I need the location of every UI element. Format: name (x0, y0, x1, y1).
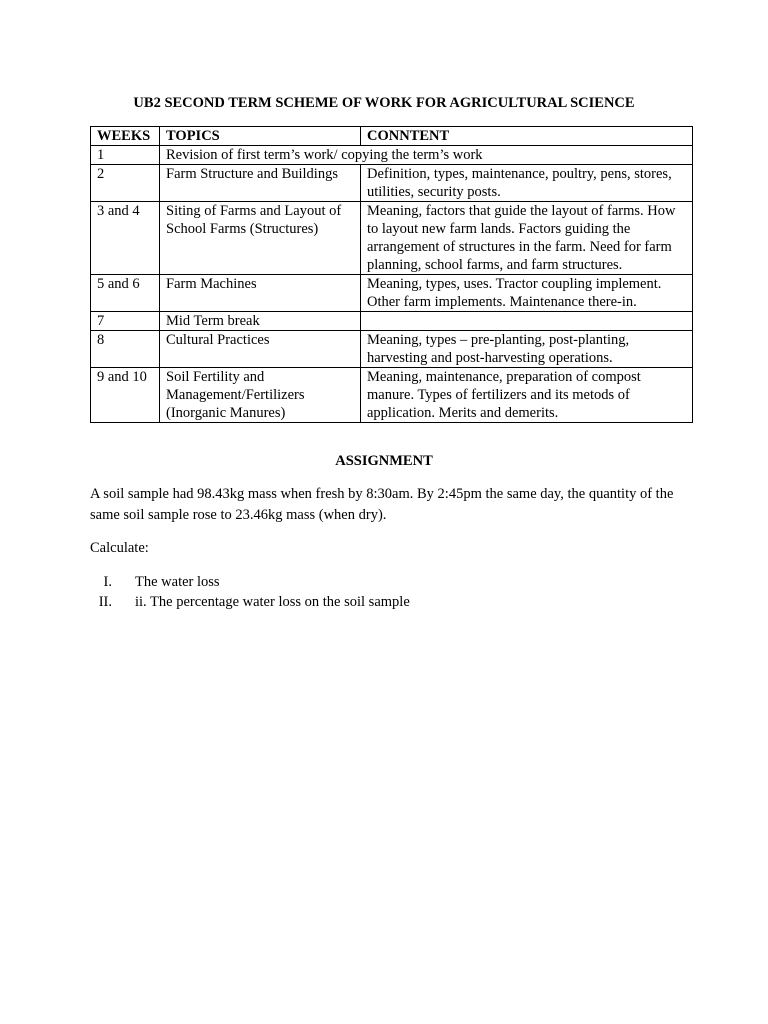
question-text: The water loss (135, 574, 220, 590)
topic-cell: Cultural Practices (160, 331, 361, 368)
calculate-label: Calculate: (90, 540, 149, 556)
scheme-of-work-table (90, 126, 693, 423)
topic-cell: Siting of Farms and Layout of School Farms (Structures) (160, 202, 361, 275)
week-cell: 5 and 6 (91, 275, 160, 312)
table-row (91, 165, 693, 202)
question-number: II. (98, 594, 112, 610)
merged-topic-cell: Revision of first term’s work/ copying the term’s work (160, 146, 693, 165)
table-row (91, 202, 693, 275)
week-cell: 7 (91, 312, 160, 331)
content-cell: Meaning, factors that guide the layout of farms. How to layout new farm lands. Factors guiding the arrangement of structures in the farm. Need for farm planning, school farms, and farm structures. (361, 202, 693, 275)
week-cell: 3 and 4 (91, 202, 160, 275)
header-topics: TOPICS (160, 127, 361, 146)
assignment-text: A soil sample had 98.43kg mass when fresh by 8:30am. By 2:45pm the same day, the quantity of the same soil sample rose to 23.46kg mass (when dry). (90, 486, 674, 523)
table-row (91, 275, 693, 312)
list-item (90, 572, 690, 592)
week-cell: 1 (91, 146, 160, 165)
header-weeks: WEEKS (91, 127, 160, 146)
week-cell: 2 (91, 165, 160, 202)
topic-cell: Farm Structure and Buildings (160, 165, 361, 202)
table-row (91, 331, 693, 368)
content-cell: Definition, types, maintenance, poultry, pens, stores, utilities, security posts. (361, 165, 693, 202)
topic-cell: Mid Term break (160, 312, 361, 331)
topic-cell: Soil Fertility and Management/Fertilizers (Inorganic Manures) (160, 368, 361, 423)
table-row (91, 146, 693, 165)
question-number: I. (103, 574, 112, 590)
question-text: ii. The percentage water loss on the soil sample (135, 594, 410, 610)
table-header-row (91, 127, 693, 146)
content-cell: Meaning, maintenance, preparation of compost manure. Types of fertilizers and its metods of application. Merits and demerits. (361, 368, 693, 423)
content-cell: Meaning, types – pre-planting, post-planting, harvesting and post-harvesting operations. (361, 331, 693, 368)
content-cell: Meaning, types, uses. Tractor coupling implement. Other farm implements. Maintenance there-in. (361, 275, 693, 312)
question-list (90, 572, 690, 612)
header-content: CONNTENT (361, 127, 693, 146)
document-title: UB2 SECOND TERM SCHEME OF WORK FOR AGRICULTURAL SCIENCE (133, 95, 635, 111)
week-cell: 8 (91, 331, 160, 368)
assignment-heading: ASSIGNMENT (335, 453, 433, 469)
topic-cell: Farm Machines (160, 275, 361, 312)
content-cell (361, 312, 693, 331)
table-row (91, 368, 693, 423)
table-row (91, 312, 693, 331)
week-cell: 9 and 10 (91, 368, 160, 423)
list-item (90, 592, 690, 612)
